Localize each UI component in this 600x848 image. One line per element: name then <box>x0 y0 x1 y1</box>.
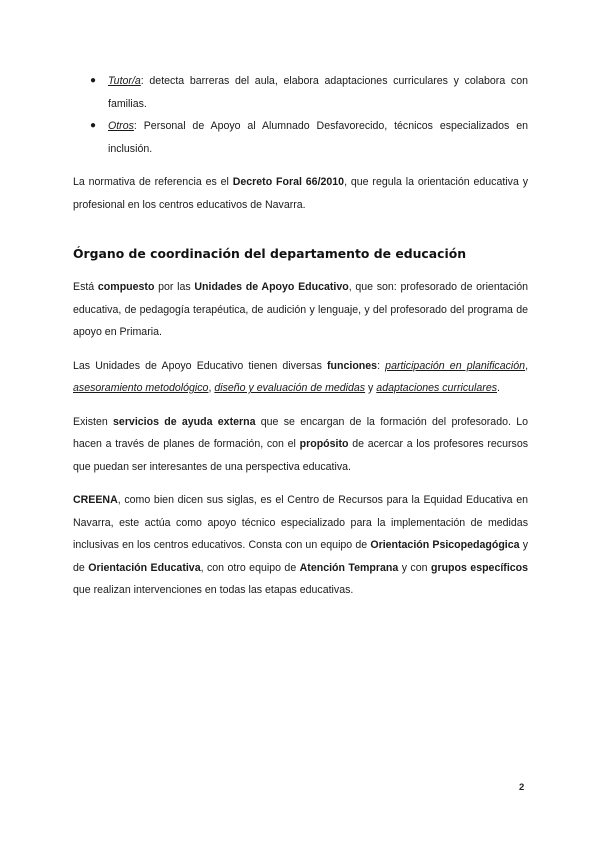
text: que se encargan de la formación del profesorado. Lo hacen a través de planes de formación, con el <box>73 415 528 450</box>
bold-text: compuesto <box>97 281 155 293</box>
text: , <box>525 359 529 372</box>
text: La normativa de referencia es el <box>73 176 233 188</box>
list-item <box>73 70 528 115</box>
paragraph-creena <box>73 489 528 602</box>
decree-reference: Decreto Foral 66/2010 <box>232 176 345 188</box>
bullet-term: Tutor/a <box>108 75 141 87</box>
bullet-icon: ● <box>90 75 97 86</box>
text: y <box>365 382 377 394</box>
bold-text: servicios de ayuda externa <box>113 415 256 428</box>
paragraph-composition <box>73 276 528 344</box>
text: y de <box>73 539 528 574</box>
page-content <box>73 70 528 602</box>
paragraph-external-services <box>73 411 528 479</box>
text: Existen <box>73 415 114 428</box>
bold-text: propósito <box>299 438 349 450</box>
text: , que regula la orientación educativa y profesional en los centros educativos de Navarra. <box>73 176 528 211</box>
bold-text: Atención Temprana <box>299 561 399 574</box>
text: . <box>497 382 500 394</box>
text: y con <box>398 561 431 574</box>
text: , <box>208 382 215 394</box>
text: por las <box>154 281 195 293</box>
text: que realizan intervenciones en todas las etapas educativas. <box>73 584 354 596</box>
list-item <box>73 115 528 160</box>
page-number: 2 <box>519 782 525 793</box>
function-item: adaptaciones curriculares <box>376 382 498 394</box>
text: Las Unidades de Apoyo Educativo tienen diversas <box>73 359 328 372</box>
function-item: asesoramiento metodológico <box>73 382 209 394</box>
text: de acercar a los profesores recursos que puedan ser interesantes de una perspectiva educativa. <box>73 438 529 473</box>
text: Está <box>73 281 98 293</box>
bullet-icon: ● <box>90 120 97 131</box>
function-item: participación en planificación <box>385 359 526 372</box>
bold-text: Orientación Educativa <box>88 561 201 574</box>
bullet-term: Otros <box>108 120 134 132</box>
text: , que son: profesorado de orientación educativa, de pedagogía terapéutica, de audición y lenguaje, y del profesorado del programa de apoyo en Primaria. <box>73 281 528 338</box>
bold-text: CREENA <box>73 494 118 506</box>
bullet-separator: : <box>140 75 144 87</box>
bold-text: Orientación Psicopedagógica <box>370 539 520 551</box>
text: : <box>377 359 386 372</box>
normativa-paragraph <box>73 171 528 216</box>
bold-text: Unidades de Apoyo Educativo <box>194 281 349 293</box>
paragraph-functions <box>73 355 528 400</box>
bold-text: funciones <box>327 359 378 372</box>
bullet-separator: : <box>133 120 137 132</box>
function-item: diseño y evaluación de medidas <box>214 382 366 394</box>
text: , con otro equipo de <box>200 561 300 574</box>
bold-text: grupos específicos <box>430 561 529 574</box>
bullet-text: detecta barreras del aula, elabora adaptaciones curriculares y colabora con familias. <box>108 75 528 110</box>
text: , como bien dicen sus siglas, es el Centro de Recursos para la Equidad Educativa en Navarra, este actúa como apoyo técnico especializado para la implementación de medidas inclusivas en los centros educativos. Consta con un equipo de <box>73 494 528 551</box>
bullet-text: Personal de Apoyo al Alumnado Desfavorecido, técnicos especializados en inclusión. <box>108 120 528 155</box>
section-heading: Órgano de coordinación del departamento de educación <box>73 246 467 261</box>
bullet-list <box>73 70 528 160</box>
